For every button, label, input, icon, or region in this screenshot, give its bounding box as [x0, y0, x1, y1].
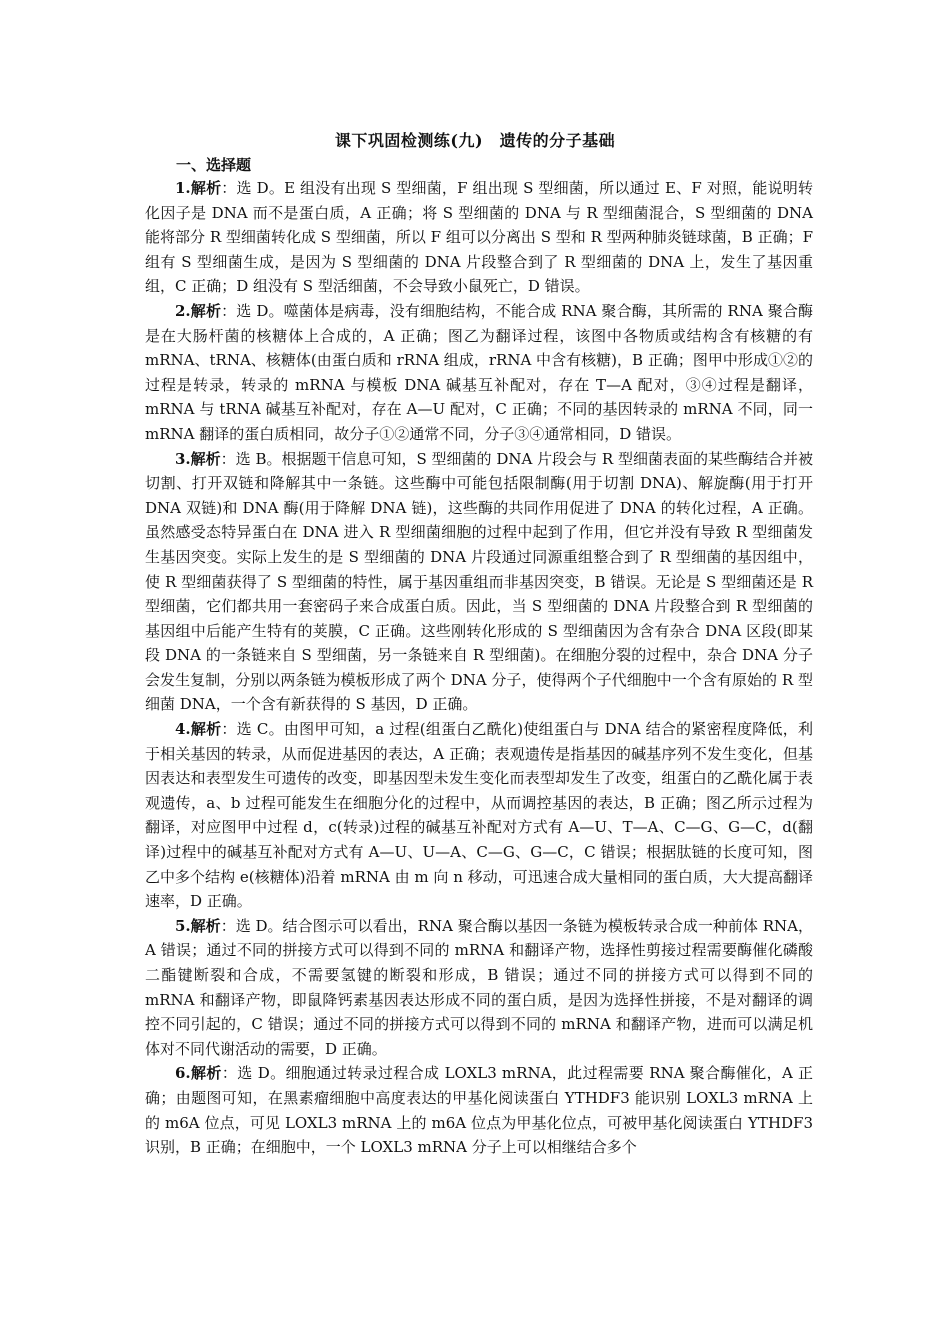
answer-label: 4.解析 — [175, 720, 222, 739]
answer-label: 2.解析 — [175, 301, 222, 320]
answer-label: 5.解析 — [175, 916, 221, 935]
answer-text: ：选 B。根据题干信息可知，S 型细菌的 DNA 片段会与 R 型细菌表面的某些酶结合并被切割、打开双链和降解其中一条链。这些酶中可能包括限制酶(用于切割 DNA)、解旋酶(用于打开 DNA 双链)和 DNA 酶(用于降解 DNA 链)，这些酶的共同作用促进了 DNA 的转化过程，A 正确。虽然感受态特异蛋白在 DNA 进入 R 型细菌细胞的过程中起到了作用，但它并没有导致 R 型细菌发生基因突变。实际上发生的是 S 型细菌的 DNA 片段通过同源重组整合到了 R 型细菌的基因组中，使 R 型细菌获得了 S 型细菌的特性，属于基因重组而非基因突变，B 错误。无论是 S 型细菌还是 R 型细菌，它们都共用一套密码子来合成蛋白质。因此，当 S 型细菌的 DNA 片段整合到 R 型细菌的基因组中后能产生特有的荚膜，C 正确。这些刚转化形成的 S 型细菌因为含有杂合 DNA 区段(即某段 DNA 的一条链来自 S 型细菌，另一条链来自 R 型细菌)。在细胞分裂的过程中，杂合 DNA 分子会发生复制，分别以两条链为模板形成了两个 DNA 分子，使得两个子代细胞中一个含有原始的 R 型细菌 DNA，一个含有新获得的 S 基因，D 正确。 — [145, 449, 813, 714]
answer-text: ：选 C。由图甲可知，a 过程(组蛋白乙酰化)使组蛋白与 DNA 结合的紧密程度降低，利于相关基因的转录，从而促进基因的表达，A 正确；表观遗传是指基因的碱基序列不发生变化，但基因表达和表型发生可遗传的改变，即基因型未发生变化而表型却发生了改变，组蛋白的乙酰化属于表观遗传，a、b 过程可能发生在细胞分化的过程中，从而调控基因的表达，B 正确；图乙所示过程为翻译，对应图甲中过程 d，c(转录)过程的碱基互补配对方式有 A—U、T—A、C—G、G—C，d(翻译)过程中的碱基互补配对方式有 A—U、U—A、C—G、G—C，C 错误；根据肽链的长度可知，图乙中多个结构 e(核糖体)沿着 mRNA 由 m 向 n 移动，可迅速合成大量相同的蛋白质，大大提高翻译速率，D 正确。 — [145, 720, 813, 911]
answer-label: 3.解析 — [175, 449, 221, 468]
answer-body — [145, 176, 813, 1160]
answer-text: ：选 D。细胞通过转录过程合成 LOXL3 mRNA，此过程需要 RNA 聚合酶催化，A 正确；由题图可知，在黑素瘤细胞中高度表达的甲基化阅读蛋白 YTHDF3 能识别 LOXL3 mRNA 上的 m6A 位点，可见 LOXL3 mRNA 上的 m6A 位点为甲基化位点，可被甲基化阅读蛋白 YTHDF3 识别，B 正确；在细胞中，一个 LOXL3 mRNA 分子上可以相继结合多个 — [145, 1064, 813, 1157]
answer-text: ：选 D。E 组没有出现 S 型细菌，F 组出现 S 型细菌，所以通过 E、F 对照，能说明转化因子是 DNA 而不是蛋白质，A 正确；将 S 型细菌的 DNA 与 R 型细菌混合，S 型细菌的 DNA 能将部分 R 型细菌转化成 S 型细菌，所以 F 组可以分离出 S 型和 R 型两种肺炎链球菌，B 正确；F 组有 S 型细菌生成，是因为 S 型细菌的 DNA 片段整合到了 R 型细菌的 DNA 上，发生了基因重组，C 正确；D 组没有 S 型活细菌，不会导致小鼠死亡，D 错误。 — [145, 179, 813, 296]
answer-label: 1.解析 — [175, 179, 222, 197]
answer-label: 6.解析 — [175, 1064, 222, 1083]
section-heading: 一、选择题 — [176, 156, 252, 174]
answer-paragraph-4 — [145, 717, 813, 914]
answer-paragraph-6 — [145, 1061, 813, 1159]
answer-paragraph-1 — [145, 176, 813, 299]
answer-paragraph-5 — [145, 914, 813, 1062]
answer-text: ：选 D。噬菌体是病毒，没有细胞结构，不能合成 RNA 聚合酶，其所需的 RNA 聚合酶是在大肠杆菌的核糖体上合成的，A 正确；图乙为翻译过程，该图中各物质或结构含有核糖的有 mRNA、tRNA、核糖体(由蛋白质和 rRNA 组成，rRNA 中含有核糖)，B 正确；图甲中形成①②的过程是转录，转录的 mRNA 与模板 DNA 碱基互补配对，存在 T—A 配对，③④过程是翻译，mRNA 与 tRNA 碱基互补配对，存在 A—U 配对，C 正确；不同的基因转录的 mRNA 不同，同一 mRNA 翻译的蛋白质相同，故分子①②通常不同，分子③④通常相同，D 错误。 — [145, 301, 813, 443]
answer-text: ：选 D。结合图示可以看出，RNA 聚合酶以基因一条链为模板转录合成一种前体 RNA，A 错误；通过不同的拼接方式可以得到不同的 mRNA 和翻译产物，选择性剪接过程需要酶催化磷酸二酯键断裂和合成，不需要氢键的断裂和形成，B 错误；通过不同的拼接方式可以得到不同的 mRNA 和翻译产物，即鼠降钙素基因表达形成不同的蛋白质，是因为选择性拼接，不是对翻译的调控不同引起的，C 错误；通过不同的拼接方式可以得到不同的 mRNA 和翻译产物，进而可以满足机体对不同代谢活动的需要，D 正确。 — [145, 916, 813, 1058]
answer-paragraph-3 — [145, 447, 813, 718]
answer-paragraph-2 — [145, 299, 813, 447]
page-title: 课下巩固检测练(九) 遗传的分子基础 — [334, 131, 616, 150]
